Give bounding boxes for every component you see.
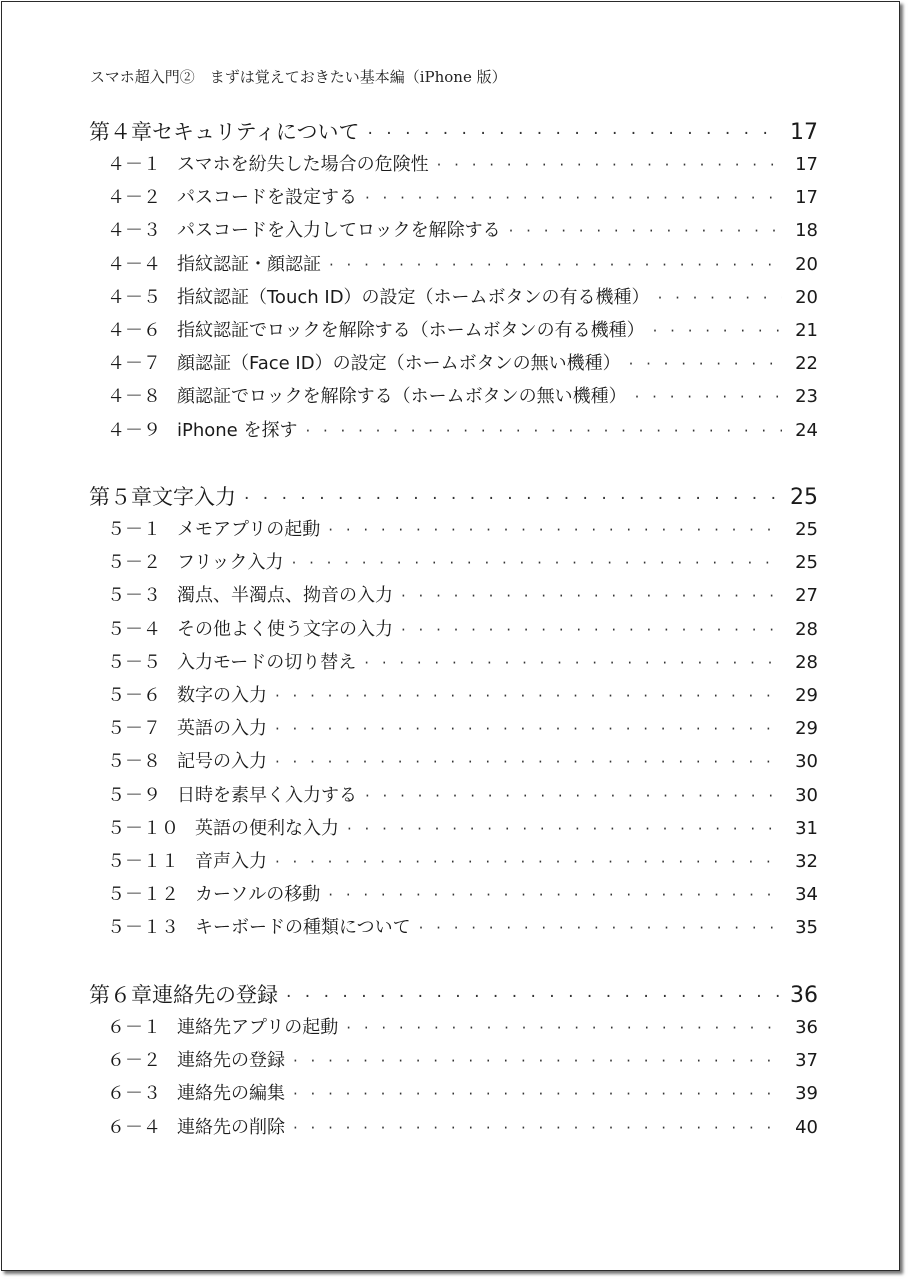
section-entry <box>107 216 818 242</box>
section-number: ４－３ <box>107 220 161 242</box>
section-number: ５－４ <box>107 618 161 640</box>
section-number: ４－９ <box>107 419 161 441</box>
leader-dots <box>401 621 782 639</box>
chapter-entry <box>89 481 818 511</box>
section-title: 英語の入力 <box>177 718 267 740</box>
section-entry <box>107 847 818 873</box>
leader-dots <box>365 787 782 805</box>
section-page-number: 17 <box>795 187 818 209</box>
section-title: iPhone を探す <box>177 419 298 441</box>
section-entry <box>107 416 818 442</box>
section-page-number: 30 <box>795 784 818 806</box>
section-number: ４－４ <box>107 253 161 275</box>
document-page <box>1 1 900 1271</box>
section-number: ６－４ <box>107 1116 161 1138</box>
section-title: 連絡先の編集 <box>177 1083 285 1105</box>
section-title: 指紋認証（Touch ID）の設定（ホームボタンの有る機種） <box>177 286 650 308</box>
section-entry <box>107 814 818 840</box>
section-title: 顔認証（Face ID）の設定（ホームボタンの無い機種） <box>177 353 621 375</box>
section-page-number: 32 <box>795 851 818 872</box>
section-number: ４－２ <box>107 187 161 209</box>
leader-dots <box>419 919 782 937</box>
leader-dots <box>275 853 782 871</box>
section-entry <box>107 316 818 342</box>
leader-dots <box>292 554 782 572</box>
section-entry <box>107 747 818 773</box>
section-page-number: 34 <box>795 884 818 906</box>
section-entry <box>107 250 818 276</box>
leader-dots <box>401 587 782 605</box>
leader-dots <box>275 720 782 738</box>
section-entry <box>107 183 818 209</box>
chapter-page-number: 36 <box>790 983 818 1008</box>
section-page-number: 28 <box>795 651 818 673</box>
section-entry <box>107 150 818 176</box>
section-title: メモアプリの起動 <box>177 519 321 540</box>
section-entry <box>107 1013 818 1039</box>
section-entry <box>107 1046 818 1072</box>
section-number: ５－１ <box>107 519 161 540</box>
section-page-number: 28 <box>795 618 818 640</box>
section-title: キーボードの種類について <box>195 917 411 939</box>
leader-dots <box>653 322 782 340</box>
section-number: ６－１ <box>107 1017 161 1038</box>
section-number: ５－７ <box>107 718 161 740</box>
section-page-number: 25 <box>795 552 818 574</box>
section-entry <box>107 648 818 674</box>
leader-dots <box>293 1052 782 1070</box>
section-number: ５－１２ <box>107 884 179 906</box>
section-entry <box>107 913 818 939</box>
section-number: ５－２ <box>107 552 161 574</box>
section-title: 指紋認証でロックを解除する（ホームボタンの有る機種） <box>177 320 645 341</box>
section-title: 指紋認証・顔認証 <box>177 253 321 275</box>
leader-dots <box>293 1119 782 1137</box>
section-number: ６－２ <box>107 1050 161 1072</box>
leader-dots <box>367 124 782 144</box>
chapter-entry <box>89 979 818 1009</box>
leader-dots <box>629 355 782 373</box>
section-page-number: 27 <box>795 585 818 607</box>
section-page-number: 22 <box>795 353 818 375</box>
section-title: 音声入力 <box>195 851 267 872</box>
chapter-number: 第６章 <box>89 983 152 1007</box>
leader-dots <box>329 256 782 274</box>
section-entry <box>107 283 818 309</box>
section-page-number: 39 <box>795 1083 818 1105</box>
section-number: ５－１１ <box>107 851 179 872</box>
section-title: フリック入力 <box>177 552 284 574</box>
section-title: 顔認証でロックを解除する（ホームボタンの無い機種） <box>177 386 627 408</box>
section-entry <box>107 714 818 740</box>
section-page-number: 23 <box>795 386 818 408</box>
section-entry <box>107 1113 818 1139</box>
section-title: 濁点、半濁点、拗音の入力 <box>177 585 393 607</box>
section-entry <box>107 615 818 641</box>
chapter-title: 文字入力 <box>152 485 236 509</box>
leader-dots <box>293 1085 782 1103</box>
leader-dots <box>286 987 782 1007</box>
leader-dots <box>305 422 782 440</box>
section-title: パスコードを入力してロックを解除する <box>177 220 501 242</box>
leader-dots <box>328 521 782 539</box>
section-page-number: 31 <box>795 817 818 839</box>
leader-dots <box>364 654 782 672</box>
section-entry <box>107 548 818 574</box>
section-title: その他よく使う文字の入力 <box>177 618 393 640</box>
section-entry <box>107 1079 818 1105</box>
section-page-number: 25 <box>795 519 818 540</box>
section-page-number: 17 <box>795 154 818 175</box>
section-title: 記号の入力 <box>177 751 267 773</box>
leader-dots <box>244 489 782 509</box>
section-number: ４－７ <box>107 353 161 375</box>
section-number: ４－５ <box>107 286 161 308</box>
section-page-number: 35 <box>795 917 818 939</box>
section-page-number: 30 <box>795 751 818 773</box>
section-title: 英語の便利な入力 <box>195 817 339 839</box>
leader-dots <box>365 189 782 207</box>
section-entry <box>107 681 818 707</box>
section-number: ５－１０ <box>107 817 179 839</box>
leader-dots <box>275 753 782 771</box>
leader-dots <box>275 687 782 705</box>
section-number: ５－１３ <box>107 917 179 939</box>
leader-dots <box>509 222 782 240</box>
section-number: ５－５ <box>107 651 161 673</box>
leader-dots <box>347 820 782 838</box>
chapter-title: 連絡先の登録 <box>152 983 278 1007</box>
section-title: 日時を素早く入力する <box>177 784 357 806</box>
section-title: スマホを紛失した場合の危険性 <box>177 154 429 175</box>
section-title: 連絡先アプリの起動 <box>177 1017 339 1038</box>
chapter-title: セキュリティについて <box>152 120 360 144</box>
leader-dots <box>346 1019 782 1037</box>
leader-dots <box>635 388 782 406</box>
section-number: ４－１ <box>107 154 161 175</box>
leader-dots <box>328 886 782 904</box>
section-entry <box>107 382 818 408</box>
section-page-number: 18 <box>795 220 818 242</box>
section-title: パスコードを設定する <box>177 187 357 209</box>
section-title: 数字の入力 <box>177 685 267 706</box>
section-number: ６－３ <box>107 1083 161 1105</box>
leader-dots <box>437 156 782 174</box>
section-page-number: 36 <box>795 1017 818 1038</box>
section-number: ４－８ <box>107 386 161 408</box>
section-entry <box>107 349 818 375</box>
section-entry <box>107 581 818 607</box>
chapter-page-number: 25 <box>790 485 818 510</box>
section-title: 連絡先の削除 <box>177 1116 285 1138</box>
section-page-number: 40 <box>795 1116 818 1138</box>
section-page-number: 37 <box>795 1050 818 1072</box>
section-entry <box>107 880 818 906</box>
chapter-entry <box>89 116 818 146</box>
section-page-number: 21 <box>795 320 818 341</box>
chapter-number: 第５章 <box>89 485 152 509</box>
running-header: スマホ超入門② まずは覚えておきたい基本編（iPhone 版） <box>90 68 507 86</box>
section-title: カーソルの移動 <box>195 884 321 906</box>
section-page-number: 20 <box>795 286 818 308</box>
section-number: ５－８ <box>107 751 161 773</box>
section-title: 入力モードの切り替え <box>177 651 357 673</box>
section-title: 連絡先の登録 <box>177 1050 285 1072</box>
section-entry <box>107 781 818 807</box>
section-number: ５－９ <box>107 784 161 806</box>
chapter-number: 第４章 <box>89 120 152 144</box>
leader-dots <box>658 289 782 307</box>
section-page-number: 29 <box>795 718 818 740</box>
section-entry <box>107 515 818 541</box>
section-page-number: 29 <box>795 685 818 706</box>
chapter-page-number: 17 <box>790 120 818 145</box>
section-number: ５－３ <box>107 585 161 607</box>
section-number: ５－６ <box>107 685 161 706</box>
section-page-number: 20 <box>795 253 818 275</box>
section-number: ４－６ <box>107 320 161 341</box>
section-page-number: 24 <box>795 419 818 441</box>
